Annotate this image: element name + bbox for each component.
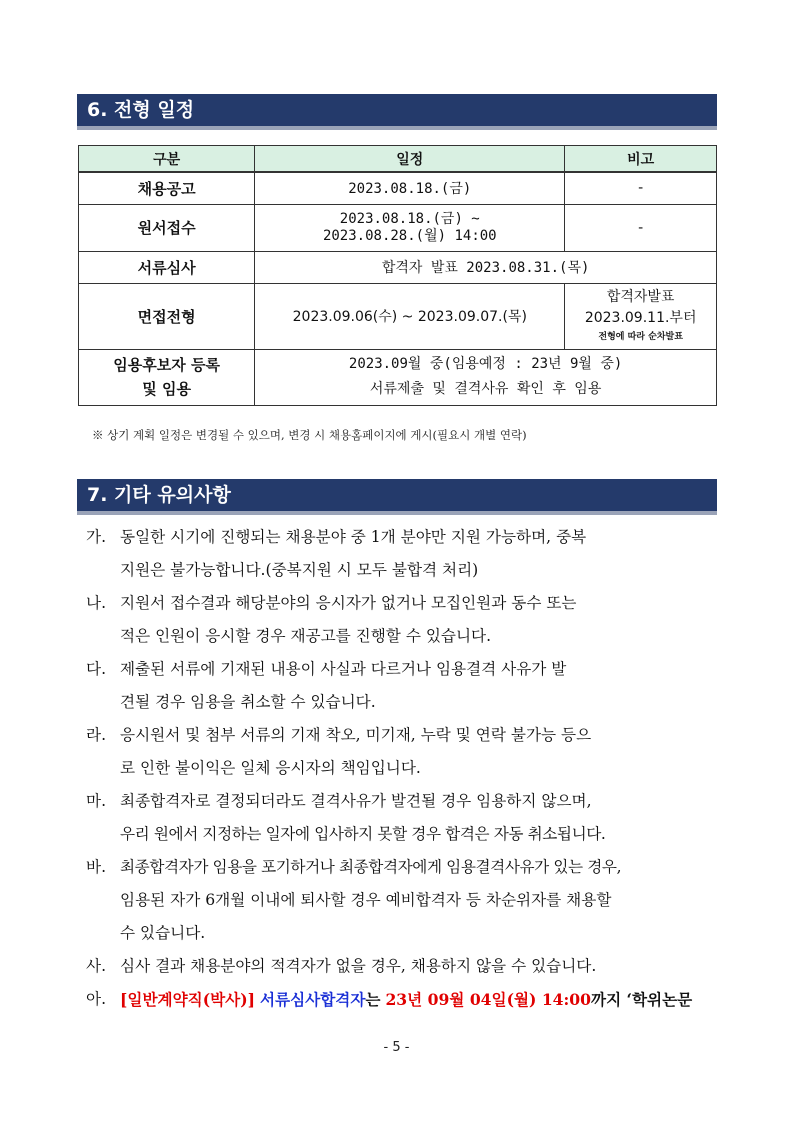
row-label: 면접전형: [79, 283, 255, 349]
schedule-line: 2023.08.28.(월) 14:00: [322, 227, 497, 244]
header-schedule: 일정: [255, 146, 565, 173]
item-line: 적은 인원이 응시할 경우 재공고를 진행할 수 있습니다.: [120, 627, 492, 645]
list-item: [86, 653, 722, 719]
text-fragment: 는: [365, 990, 381, 1009]
list-item: [86, 785, 722, 851]
highlight-deadline: 23년 09월 04일(월) 14:00: [385, 990, 591, 1009]
item-mark: 마.: [86, 792, 107, 810]
item-line: 최종합격자로 결정되더라도 결격사유가 발견될 경우 임용하지 않으며,: [120, 792, 592, 810]
page-number: - 5 -: [383, 1040, 410, 1055]
highlight-passers: 서류심사합격자: [259, 990, 366, 1009]
section-6-title: 6. 전형 일정: [77, 94, 717, 130]
item-line: 수 있습니다.: [120, 924, 206, 942]
item-line: 동일한 시기에 진행되는 채용분야 중 1개 분야만 지원 가능하며, 중복: [120, 528, 587, 546]
row-note: [565, 283, 717, 349]
item-line: 응시원서 및 첨부 서류의 기재 착오, 미기재, 누락 및 연락 불가능 등으: [120, 726, 592, 744]
label-line: 임용후보자 등록: [113, 356, 220, 374]
table-row: [79, 172, 717, 204]
item-line: 로 인한 불이익은 일체 응시자의 책임입니다.: [120, 759, 421, 777]
schedule-line: 2023.08.18.(금) ~: [339, 210, 480, 227]
note-line: 2023.09.11.부터: [584, 309, 697, 326]
list-item: [86, 719, 722, 785]
list-item: [86, 587, 722, 653]
item-mark: 아.: [86, 990, 107, 1008]
list-item: [86, 851, 722, 950]
item-mark: 사.: [86, 957, 107, 975]
row-label: [79, 349, 255, 405]
row-label: 원서접수: [79, 204, 255, 251]
label-line: 및 임용: [142, 380, 191, 398]
list-item: [86, 983, 722, 1017]
text-fragment: 까지 ‘학위논문: [591, 990, 693, 1009]
item-mark: 라.: [86, 726, 107, 744]
note-line-small: 전형에 따라 순차발표: [598, 331, 683, 342]
row-note: -: [565, 172, 717, 204]
note-line: 합격자발표: [606, 288, 675, 305]
highlight-position: [일반계약직(박사)]: [120, 990, 255, 1009]
item-mark: 가.: [86, 528, 107, 546]
table-header-row: [79, 146, 717, 173]
row-schedule: 2023.08.18.(금): [255, 172, 565, 204]
list-item: [86, 950, 722, 983]
table-row: [79, 251, 717, 283]
item-line: 지원서 접수결과 해당분야의 응시자가 없거나 모집인원과 동수 또는: [120, 594, 577, 612]
row-schedule: 합격자 발표 2023.08.31.(목): [255, 251, 717, 283]
table-row: [79, 349, 717, 405]
header-note: 비고: [565, 146, 717, 173]
schedule-table: [78, 145, 717, 406]
item-line: 임용된 자가 6개월 이내에 퇴사할 경우 예비합격자 등 차순위자를 채용할: [120, 891, 612, 909]
list-item: [86, 521, 722, 587]
item-line: 심사 결과 채용분야의 적격자가 없을 경우, 채용하지 않을 수 있습니다.: [120, 957, 597, 975]
row-schedule: 2023.09.06(수) ~ 2023.09.07.(목): [255, 283, 565, 349]
item-line: 지원은 불가능합니다.(중복지원 시 모두 불합격 처리): [120, 561, 479, 579]
row-note: -: [565, 204, 717, 251]
table-row: [79, 283, 717, 349]
item-line: 우리 원에서 지정하는 일자에 입사하지 못할 경우 합격은 자동 취소됩니다.: [120, 825, 606, 843]
schedule-line: 2023.09월 중(임용예정 : 23년 9월 중): [348, 356, 623, 372]
row-schedule: [255, 204, 565, 251]
row-schedule: [255, 349, 717, 405]
item-mark: 다.: [86, 660, 107, 678]
table-row: [79, 204, 717, 251]
item-line: 최종합격자가 임용을 포기하거나 최종합격자에게 임용결격사유가 있는 경우,: [120, 858, 622, 876]
section-7-title: 7. 기타 유의사항: [77, 479, 717, 515]
schedule-line: 서류제출 및 결격사유 확인 후 임용: [369, 381, 602, 397]
item-line: 제출된 서류에 기재된 내용이 사실과 다르거나 임용결격 사유가 발: [120, 660, 567, 678]
item-mark: 나.: [86, 594, 107, 612]
item-line: 견될 경우 임용을 취소할 수 있습니다.: [120, 693, 376, 711]
notice-list: [86, 521, 722, 1017]
row-label: 채용공고: [79, 172, 255, 204]
header-category: 구분: [79, 146, 255, 173]
row-label: 서류심사: [79, 251, 255, 283]
item-mark: 바.: [86, 858, 107, 876]
schedule-footnote: ※ 상기 계획 일정은 변경될 수 있으며, 변경 시 채용홈페이지에 게시(필요시 개별 연락): [92, 428, 527, 442]
item-line: [120, 983, 722, 1017]
